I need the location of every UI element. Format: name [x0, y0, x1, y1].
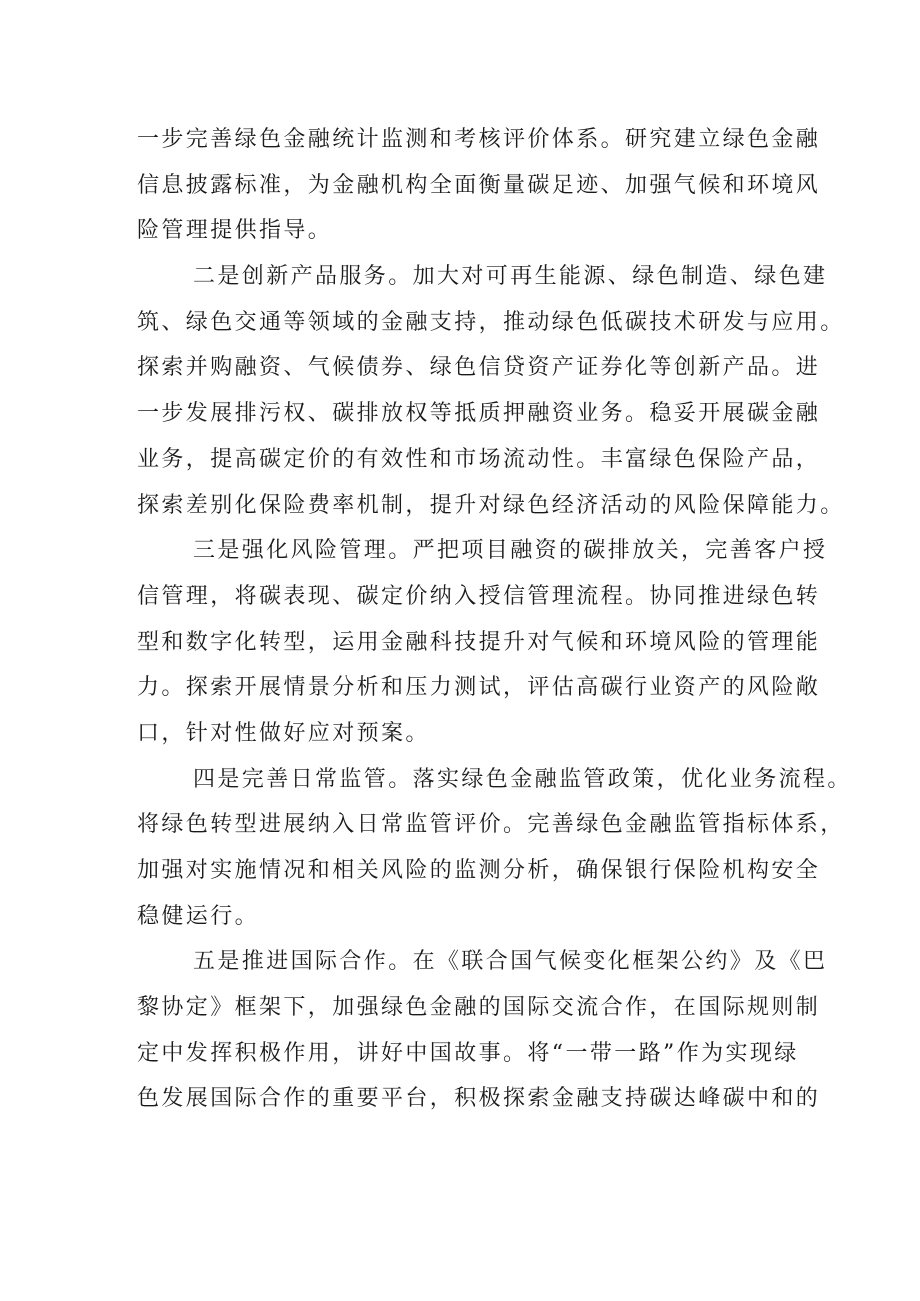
- paragraph-point-2-line-6: 探索差别化保险费率机制，提升对绿色经济活动的风险保障能力。: [137, 492, 845, 518]
- paragraph-point-5-line-4: 色发展国际合作的重要平台，积极探索金融支持碳达峰碳中和的: [137, 1086, 821, 1112]
- paragraph-point-3-line-3: 型和数字化转型，运用金融科技提升对气候和环境风险的管理能: [137, 629, 821, 655]
- paragraph-point-4-line-2: 将绿色转型进展纳入日常监管评价。完善绿色金融监管指标体系，: [137, 812, 845, 838]
- document-body: [137, 117, 852, 1122]
- paragraph-point-3-line-5: 口，针对性做好应对预案。: [137, 720, 430, 746]
- paragraph-point-2-line-3: 探索并购融资、气候债券、绿色信贷资产证券化等创新产品。进: [137, 355, 821, 381]
- paragraph-point-2-line-5: 业务，提高碳定价的有效性和市场流动性。丰富绿色保险产品，: [137, 446, 821, 472]
- paragraph-point-4-line-4: 稳健运行。: [137, 903, 260, 929]
- paragraph-point-3-line-4: 力。探索开展情景分析和压力测试，评估高碳行业资产的风险敞: [137, 675, 821, 701]
- paragraph-point-2-line-1: 二是创新产品服务。加大对可再生能源、绿色制造、绿色建: [193, 264, 828, 290]
- paragraph-point-3-line-1: 三是强化风险管理。严把项目融资的碳排放关，完善客户授: [193, 538, 828, 564]
- paragraph-point-2-line-2: 筑、绿色交通等领域的金融支持，推动绿色低碳技术研发与应用。: [137, 309, 845, 335]
- paragraph-point-2-line-4: 一步发展排污权、碳排放权等抵质押融资业务。稳妥开展碳金融: [137, 401, 821, 427]
- paragraph-point-5-line-1: 五是推进国际合作。在《联合国气候变化框架公约》及《巴: [193, 949, 828, 975]
- paragraph-point-4-line-1: 四是完善日常监管。落实绿色金融监管政策，优化业务流程。: [193, 766, 852, 792]
- paragraph-continued-line-1: 一步完善绿色金融统计监测和考核评价体系。研究建立绿色金融: [137, 127, 821, 152]
- paragraph-point-5-line-3: 定中发挥积极作用，讲好中国故事。将“一带一路”作为实现绿: [137, 1040, 799, 1066]
- paragraph-continued-line-3: 险管理提供指导。: [137, 218, 333, 244]
- paragraph-continued-line-2: 信息披露标准，为金融机构全面衡量碳足迹、加强气候和环境风: [137, 172, 821, 198]
- paragraph-point-5-line-2: 黎协定》框架下，加强绿色金融的国际交流合作，在国际规则制: [137, 995, 821, 1021]
- paragraph-point-4-line-3: 加强对实施情况和相关风险的监测分析，确保银行保险机构安全: [137, 858, 821, 883]
- paragraph-point-3-line-2: 信管理，将碳表现、碳定价纳入授信管理流程。协同推进绿色转: [137, 583, 821, 609]
